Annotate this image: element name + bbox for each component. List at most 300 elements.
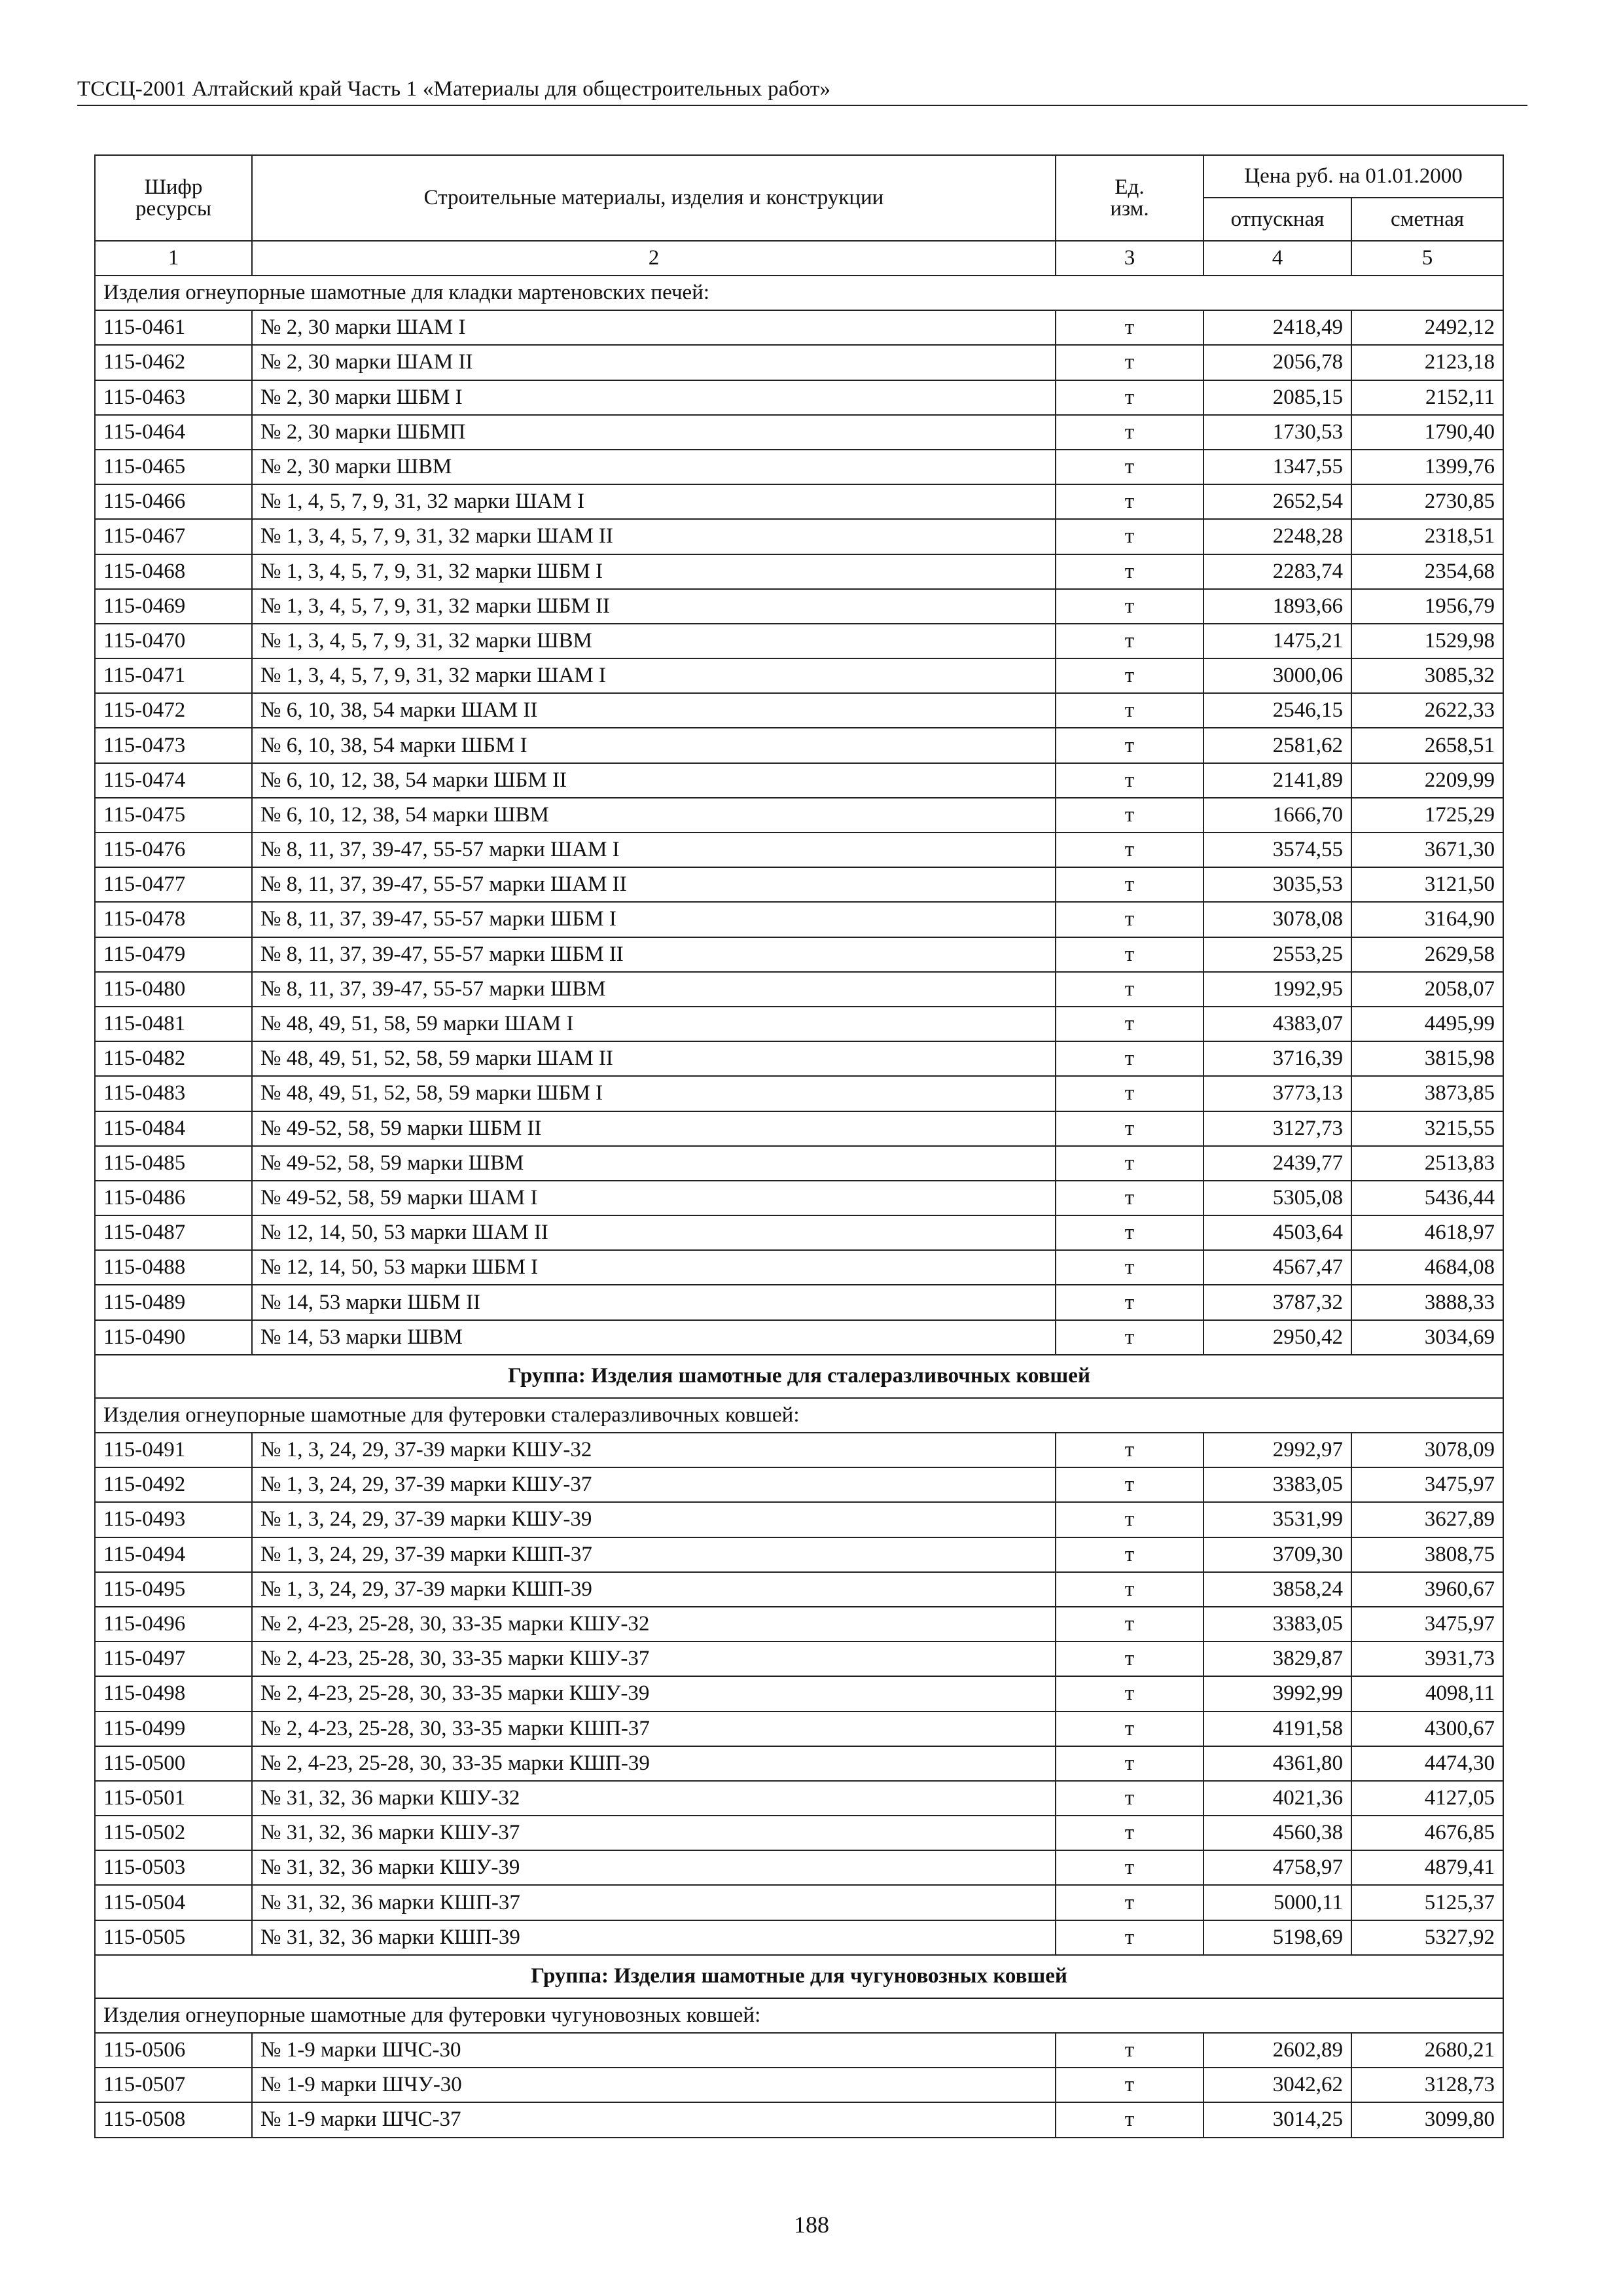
release-price: 3709,30	[1204, 1537, 1351, 1572]
material-name: № 49-52, 58, 59 марки ШВМ	[252, 1146, 1056, 1181]
unit: т	[1056, 1146, 1204, 1181]
unit: т	[1056, 1712, 1204, 1746]
material-name: № 48, 49, 51, 58, 59 марки ШАМ I	[252, 1007, 1056, 1041]
unit: т	[1056, 1502, 1204, 1537]
material-name: № 2, 4-23, 25-28, 30, 33-35 марки КШУ-32	[252, 1607, 1056, 1641]
unit: т	[1056, 1285, 1204, 1319]
material-name: № 6, 10, 12, 38, 54 марки ШБМ II	[252, 763, 1056, 798]
unit: т	[1056, 310, 1204, 345]
material-name: № 2, 4-23, 25-28, 30, 33-35 марки КШП-39	[252, 1746, 1056, 1781]
unit: т	[1056, 658, 1204, 693]
resource-code: 115-0506	[95, 2033, 252, 2068]
resource-code: 115-0461	[95, 310, 252, 345]
material-name: № 1-9 марки ШЧУ-30	[252, 2068, 1056, 2102]
material-name: № 2, 4-23, 25-28, 30, 33-35 марки КШУ-39	[252, 1676, 1056, 1711]
release-price: 2546,15	[1204, 693, 1351, 728]
resource-code: 115-0487	[95, 1215, 252, 1250]
release-price: 4191,58	[1204, 1712, 1351, 1746]
page-header	[77, 73, 1527, 106]
table-row	[95, 589, 1503, 624]
material-name: № 31, 32, 36 марки КШП-39	[252, 1920, 1056, 1955]
material-name: № 1, 3, 24, 29, 37-39 марки КШУ-37	[252, 1467, 1056, 1502]
resource-code: 115-0500	[95, 1746, 252, 1781]
material-name: № 8, 11, 37, 39-47, 55-57 марки ШАМ II	[252, 867, 1056, 902]
material-name: № 1, 3, 4, 5, 7, 9, 31, 32 марки ШАМ II	[252, 519, 1056, 554]
table-row	[95, 1712, 1503, 1746]
table-row	[95, 1607, 1503, 1641]
unit: т	[1056, 1076, 1204, 1111]
release-price: 3992,99	[1204, 1676, 1351, 1711]
table-row	[95, 2033, 1503, 2068]
section-subheading: Изделия огнеупорные шамотные для кладки мартеновских печей:	[95, 276, 1503, 310]
table-row	[95, 1111, 1503, 1146]
material-name: № 2, 30 марки ШБМП	[252, 415, 1056, 450]
release-price: 3042,62	[1204, 2068, 1351, 2102]
table-row	[95, 1850, 1503, 1885]
release-price: 4560,38	[1204, 1816, 1351, 1850]
table-row	[95, 2068, 1503, 2102]
unit: т	[1056, 1781, 1204, 1816]
material-name: № 49-52, 58, 59 марки ШАМ I	[252, 1181, 1056, 1215]
resource-code: 115-0477	[95, 867, 252, 902]
column-number: 2	[252, 241, 1056, 276]
release-price: 5198,69	[1204, 1920, 1351, 1955]
resource-code: 115-0484	[95, 1111, 252, 1146]
resource-code: 115-0478	[95, 902, 252, 937]
estimate-price: 2680,21	[1351, 2033, 1503, 2068]
unit: т	[1056, 1111, 1204, 1146]
release-price: 3858,24	[1204, 1572, 1351, 1607]
release-price: 1666,70	[1204, 798, 1351, 833]
unit: т	[1056, 1885, 1204, 1920]
unit: т	[1056, 763, 1204, 798]
release-price: 2418,49	[1204, 310, 1351, 345]
table-body	[95, 276, 1503, 2138]
estimate-price: 1725,29	[1351, 798, 1503, 833]
table-row	[95, 1467, 1503, 1502]
estimate-price: 1956,79	[1351, 589, 1503, 624]
release-price: 3035,53	[1204, 867, 1351, 902]
resource-code: 115-0505	[95, 1920, 252, 1955]
table-row	[95, 1320, 1503, 1355]
release-price: 3078,08	[1204, 902, 1351, 937]
release-price: 3127,73	[1204, 1111, 1351, 1146]
unit: т	[1056, 937, 1204, 972]
estimate-price: 3475,97	[1351, 1467, 1503, 1502]
release-price: 3574,55	[1204, 833, 1351, 867]
section-subheading: Изделия огнеупорные шамотные для футеровки сталеразливочных ковшей:	[95, 1398, 1503, 1433]
estimate-price: 3873,85	[1351, 1076, 1503, 1111]
estimate-price: 2354,68	[1351, 554, 1503, 589]
unit: т	[1056, 1676, 1204, 1711]
unit: т	[1056, 1007, 1204, 1041]
release-price: 3383,05	[1204, 1607, 1351, 1641]
resource-code: 115-0476	[95, 833, 252, 867]
table-row	[95, 728, 1503, 762]
resource-code: 115-0497	[95, 1641, 252, 1676]
unit: т	[1056, 2033, 1204, 2068]
resource-code: 115-0502	[95, 1816, 252, 1850]
table-row	[95, 1041, 1503, 1076]
estimate-price: 3128,73	[1351, 2068, 1503, 2102]
estimate-price: 3034,69	[1351, 1320, 1503, 1355]
resource-code: 115-0464	[95, 415, 252, 450]
section-subheading: Изделия огнеупорные шамотные для футеровки чугуновозных ковшей:	[95, 1998, 1503, 2033]
price-table	[94, 154, 1504, 2138]
unit: т	[1056, 1433, 1204, 1467]
estimate-price: 5125,37	[1351, 1885, 1503, 1920]
material-name: № 2, 4-23, 25-28, 30, 33-35 марки КШУ-37	[252, 1641, 1056, 1676]
material-name: № 8, 11, 37, 39-47, 55-57 марки ШВМ	[252, 972, 1056, 1007]
material-name: № 8, 11, 37, 39-47, 55-57 марки ШБМ I	[252, 902, 1056, 937]
material-name: № 6, 10, 38, 54 марки ШАМ II	[252, 693, 1056, 728]
material-name: № 14, 53 марки ШВМ	[252, 1320, 1056, 1355]
estimate-price: 4495,99	[1351, 1007, 1503, 1041]
unit: т	[1056, 519, 1204, 554]
release-price: 4021,36	[1204, 1781, 1351, 1816]
table-row	[95, 2102, 1503, 2137]
unit: т	[1056, 1320, 1204, 1355]
estimate-price: 2058,07	[1351, 972, 1503, 1007]
unit: т	[1056, 2102, 1204, 2137]
unit: т	[1056, 484, 1204, 519]
release-price: 2950,42	[1204, 1320, 1351, 1355]
release-price: 2141,89	[1204, 763, 1351, 798]
estimate-price: 3121,50	[1351, 867, 1503, 902]
estimate-price: 2658,51	[1351, 728, 1503, 762]
resource-code: 115-0465	[95, 450, 252, 484]
resource-code: 115-0507	[95, 2068, 252, 2102]
unit: т	[1056, 624, 1204, 658]
material-name: № 14, 53 марки ШБМ II	[252, 1285, 1056, 1319]
estimate-price: 4618,97	[1351, 1215, 1503, 1250]
estimate-price: 2622,33	[1351, 693, 1503, 728]
unit: т	[1056, 728, 1204, 762]
material-name: № 1, 4, 5, 7, 9, 31, 32 марки ШАМ I	[252, 484, 1056, 519]
unit: т	[1056, 1850, 1204, 1885]
resource-code: 115-0467	[95, 519, 252, 554]
material-name: № 1, 3, 4, 5, 7, 9, 31, 32 марки ШБМ II	[252, 589, 1056, 624]
document-title: ТССЦ-2001 Алтайский край Часть 1 «Материалы для общестроительных работ»	[77, 77, 831, 101]
resource-code: 115-0493	[95, 1502, 252, 1537]
release-price: 4361,80	[1204, 1746, 1351, 1781]
estimate-price: 2730,85	[1351, 484, 1503, 519]
table-row	[95, 867, 1503, 902]
column-header-release-price: отпускная	[1204, 198, 1351, 241]
table-row	[95, 1816, 1503, 1850]
material-name: № 1, 3, 4, 5, 7, 9, 31, 32 марки ШАМ I	[252, 658, 1056, 693]
column-number: 1	[95, 241, 252, 276]
material-name: № 2, 30 марки ШВМ	[252, 450, 1056, 484]
release-price: 1347,55	[1204, 450, 1351, 484]
column-header-unit: Ед. изм.	[1056, 155, 1204, 241]
column-number-row	[95, 241, 1503, 276]
estimate-price: 2209,99	[1351, 763, 1503, 798]
estimate-price: 3931,73	[1351, 1641, 1503, 1676]
group-heading-row	[95, 1955, 1503, 1998]
resource-code: 115-0471	[95, 658, 252, 693]
resource-code: 115-0486	[95, 1181, 252, 1215]
estimate-price: 4676,85	[1351, 1816, 1503, 1850]
table-row	[95, 1076, 1503, 1111]
table-row	[95, 1181, 1503, 1215]
unit: т	[1056, 450, 1204, 484]
material-name: № 2, 30 марки ШАМ II	[252, 345, 1056, 380]
release-price: 3787,32	[1204, 1285, 1351, 1319]
release-price: 3531,99	[1204, 1502, 1351, 1537]
resource-code: 115-0473	[95, 728, 252, 762]
material-name: № 12, 14, 50, 53 марки ШБМ I	[252, 1250, 1056, 1285]
estimate-price: 2318,51	[1351, 519, 1503, 554]
release-price: 2581,62	[1204, 728, 1351, 762]
table-row	[95, 415, 1503, 450]
release-price: 3829,87	[1204, 1641, 1351, 1676]
material-name: № 31, 32, 36 марки КШУ-39	[252, 1850, 1056, 1885]
resource-code: 115-0482	[95, 1041, 252, 1076]
resource-code: 115-0504	[95, 1885, 252, 1920]
material-name: № 1, 3, 24, 29, 37-39 марки КШП-37	[252, 1537, 1056, 1572]
page-number: 188	[794, 2212, 829, 2238]
column-header-price: Цена руб. на 01.01.2000	[1204, 155, 1503, 198]
material-name: № 48, 49, 51, 52, 58, 59 марки ШАМ II	[252, 1041, 1056, 1076]
unit: т	[1056, 415, 1204, 450]
table-row	[95, 1537, 1503, 1572]
table-row	[95, 310, 1503, 345]
estimate-price: 3808,75	[1351, 1537, 1503, 1572]
release-price: 5000,11	[1204, 1885, 1351, 1920]
resource-code: 115-0470	[95, 624, 252, 658]
estimate-price: 2513,83	[1351, 1146, 1503, 1181]
resource-code: 115-0472	[95, 693, 252, 728]
estimate-price: 5436,44	[1351, 1181, 1503, 1215]
unit: т	[1056, 1537, 1204, 1572]
unit: т	[1056, 902, 1204, 937]
release-price: 2652,54	[1204, 484, 1351, 519]
unit: т	[1056, 1215, 1204, 1250]
release-price: 1893,66	[1204, 589, 1351, 624]
resource-code: 115-0475	[95, 798, 252, 833]
estimate-price: 5327,92	[1351, 1920, 1503, 1955]
estimate-price: 3888,33	[1351, 1285, 1503, 1319]
group-heading: Группа: Изделия шамотные для чугуновозных ковшей	[95, 1955, 1503, 1998]
column-number: 3	[1056, 241, 1204, 276]
resource-code: 115-0501	[95, 1781, 252, 1816]
unit: т	[1056, 1641, 1204, 1676]
unit: т	[1056, 1572, 1204, 1607]
unit: т	[1056, 972, 1204, 1007]
material-name: № 2, 30 марки ШАМ I	[252, 310, 1056, 345]
release-price: 3383,05	[1204, 1467, 1351, 1502]
resource-code: 115-0463	[95, 380, 252, 415]
table-row	[95, 1572, 1503, 1607]
release-price: 3773,13	[1204, 1076, 1351, 1111]
release-price: 4383,07	[1204, 1007, 1351, 1041]
estimate-price: 4474,30	[1351, 1746, 1503, 1781]
resource-code: 115-0474	[95, 763, 252, 798]
material-name: № 2, 4-23, 25-28, 30, 33-35 марки КШП-37	[252, 1712, 1056, 1746]
release-price: 1475,21	[1204, 624, 1351, 658]
estimate-price: 2152,11	[1351, 380, 1503, 415]
material-name: № 1, 3, 4, 5, 7, 9, 31, 32 марки ШВМ	[252, 624, 1056, 658]
table-row	[95, 1641, 1503, 1676]
table-row	[95, 554, 1503, 589]
unit: т	[1056, 1250, 1204, 1285]
unit: т	[1056, 693, 1204, 728]
resource-code: 115-0489	[95, 1285, 252, 1319]
table-row	[95, 1502, 1503, 1537]
release-price: 2056,78	[1204, 345, 1351, 380]
resource-code: 115-0498	[95, 1676, 252, 1711]
estimate-price: 3215,55	[1351, 1111, 1503, 1146]
table-row	[95, 1250, 1503, 1285]
unit: т	[1056, 345, 1204, 380]
table-row	[95, 693, 1503, 728]
estimate-price: 1529,98	[1351, 624, 1503, 658]
material-name: № 1, 3, 4, 5, 7, 9, 31, 32 марки ШБМ I	[252, 554, 1056, 589]
material-name: № 1, 3, 24, 29, 37-39 марки КШУ-32	[252, 1433, 1056, 1467]
estimate-price: 1399,76	[1351, 450, 1503, 484]
material-name: № 12, 14, 50, 53 марки ШАМ II	[252, 1215, 1056, 1250]
release-price: 4758,97	[1204, 1850, 1351, 1885]
estimate-price: 3164,90	[1351, 902, 1503, 937]
column-header-estimate-price: сметная	[1351, 198, 1503, 241]
material-name: № 1-9 марки ШЧС-30	[252, 2033, 1056, 2068]
subheading-row	[95, 1398, 1503, 1433]
unit: т	[1056, 1181, 1204, 1215]
unit: т	[1056, 380, 1204, 415]
table-row	[95, 450, 1503, 484]
resource-code: 115-0503	[95, 1850, 252, 1885]
estimate-price: 4879,41	[1351, 1850, 1503, 1885]
header-rule	[77, 105, 1527, 106]
estimate-price: 3475,97	[1351, 1607, 1503, 1641]
material-name: № 2, 30 марки ШБМ I	[252, 380, 1056, 415]
estimate-price: 3627,89	[1351, 1502, 1503, 1537]
release-price: 2992,97	[1204, 1433, 1351, 1467]
table-row	[95, 1885, 1503, 1920]
release-price: 2283,74	[1204, 554, 1351, 589]
unit: т	[1056, 867, 1204, 902]
resource-code: 115-0466	[95, 484, 252, 519]
release-price: 5305,08	[1204, 1181, 1351, 1215]
table-row	[95, 1781, 1503, 1816]
estimate-price: 2123,18	[1351, 345, 1503, 380]
resource-code: 115-0462	[95, 345, 252, 380]
resource-code: 115-0495	[95, 1572, 252, 1607]
estimate-price: 4127,05	[1351, 1781, 1503, 1816]
resource-code: 115-0499	[95, 1712, 252, 1746]
table-row	[95, 624, 1503, 658]
estimate-price: 4300,67	[1351, 1712, 1503, 1746]
table-row	[95, 345, 1503, 380]
resource-code: 115-0491	[95, 1433, 252, 1467]
table-row	[95, 1146, 1503, 1181]
unit: т	[1056, 2068, 1204, 2102]
unit: т	[1056, 1041, 1204, 1076]
unit: т	[1056, 1607, 1204, 1641]
unit: т	[1056, 833, 1204, 867]
table-row	[95, 1676, 1503, 1711]
material-name: № 1, 3, 24, 29, 37-39 марки КШП-39	[252, 1572, 1056, 1607]
resource-code: 115-0468	[95, 554, 252, 589]
release-price: 4503,64	[1204, 1215, 1351, 1250]
table-row	[95, 1215, 1503, 1250]
material-name: № 31, 32, 36 марки КШП-37	[252, 1885, 1056, 1920]
column-header-name: Строительные материалы, изделия и конструкции	[252, 155, 1056, 241]
table-row	[95, 658, 1503, 693]
resource-code: 115-0492	[95, 1467, 252, 1502]
unit: т	[1056, 1920, 1204, 1955]
release-price: 2602,89	[1204, 2033, 1351, 2068]
unit: т	[1056, 1467, 1204, 1502]
column-number: 4	[1204, 241, 1351, 276]
estimate-price: 4098,11	[1351, 1676, 1503, 1711]
subheading-row	[95, 1998, 1503, 2033]
unit: т	[1056, 589, 1204, 624]
release-price: 2553,25	[1204, 937, 1351, 972]
release-price: 2439,77	[1204, 1146, 1351, 1181]
release-price: 1992,95	[1204, 972, 1351, 1007]
estimate-price: 3099,80	[1351, 2102, 1503, 2137]
resource-code: 115-0469	[95, 589, 252, 624]
table-row	[95, 484, 1503, 519]
estimate-price: 3078,09	[1351, 1433, 1503, 1467]
estimate-price: 1790,40	[1351, 415, 1503, 450]
table-row	[95, 1746, 1503, 1781]
table-row	[95, 763, 1503, 798]
unit: т	[1056, 798, 1204, 833]
release-price: 1730,53	[1204, 415, 1351, 450]
material-name: № 1-9 марки ШЧС-37	[252, 2102, 1056, 2137]
table-row	[95, 1285, 1503, 1319]
estimate-price: 2629,58	[1351, 937, 1503, 972]
material-name: № 31, 32, 36 марки КШУ-37	[252, 1816, 1056, 1850]
release-price: 2248,28	[1204, 519, 1351, 554]
unit: т	[1056, 554, 1204, 589]
resource-code: 115-0490	[95, 1320, 252, 1355]
table-row	[95, 519, 1503, 554]
resource-code: 115-0483	[95, 1076, 252, 1111]
material-name: № 49-52, 58, 59 марки ШБМ II	[252, 1111, 1056, 1146]
resource-code: 115-0496	[95, 1607, 252, 1641]
table-row	[95, 972, 1503, 1007]
estimate-price: 3960,67	[1351, 1572, 1503, 1607]
material-name: № 8, 11, 37, 39-47, 55-57 марки ШАМ I	[252, 833, 1056, 867]
material-name: № 48, 49, 51, 52, 58, 59 марки ШБМ I	[252, 1076, 1056, 1111]
table-row	[95, 937, 1503, 972]
table-row	[95, 833, 1503, 867]
release-price: 3716,39	[1204, 1041, 1351, 1076]
material-name: № 8, 11, 37, 39-47, 55-57 марки ШБМ II	[252, 937, 1056, 972]
resource-code: 115-0488	[95, 1250, 252, 1285]
resource-code: 115-0479	[95, 937, 252, 972]
resource-code: 115-0494	[95, 1537, 252, 1572]
column-number: 5	[1351, 241, 1503, 276]
estimate-price: 2492,12	[1351, 310, 1503, 345]
resource-code: 115-0508	[95, 2102, 252, 2137]
material-name: № 6, 10, 12, 38, 54 марки ШВМ	[252, 798, 1056, 833]
subheading-row	[95, 276, 1503, 310]
release-price: 4567,47	[1204, 1250, 1351, 1285]
material-name: № 6, 10, 38, 54 марки ШБМ I	[252, 728, 1056, 762]
material-name: № 31, 32, 36 марки КШУ-32	[252, 1781, 1056, 1816]
resource-code: 115-0485	[95, 1146, 252, 1181]
table-row	[95, 380, 1503, 415]
table-row	[95, 798, 1503, 833]
estimate-price: 4684,08	[1351, 1250, 1503, 1285]
group-heading: Группа: Изделия шамотные для сталеразливочных ковшей	[95, 1355, 1503, 1398]
estimate-price: 3815,98	[1351, 1041, 1503, 1076]
